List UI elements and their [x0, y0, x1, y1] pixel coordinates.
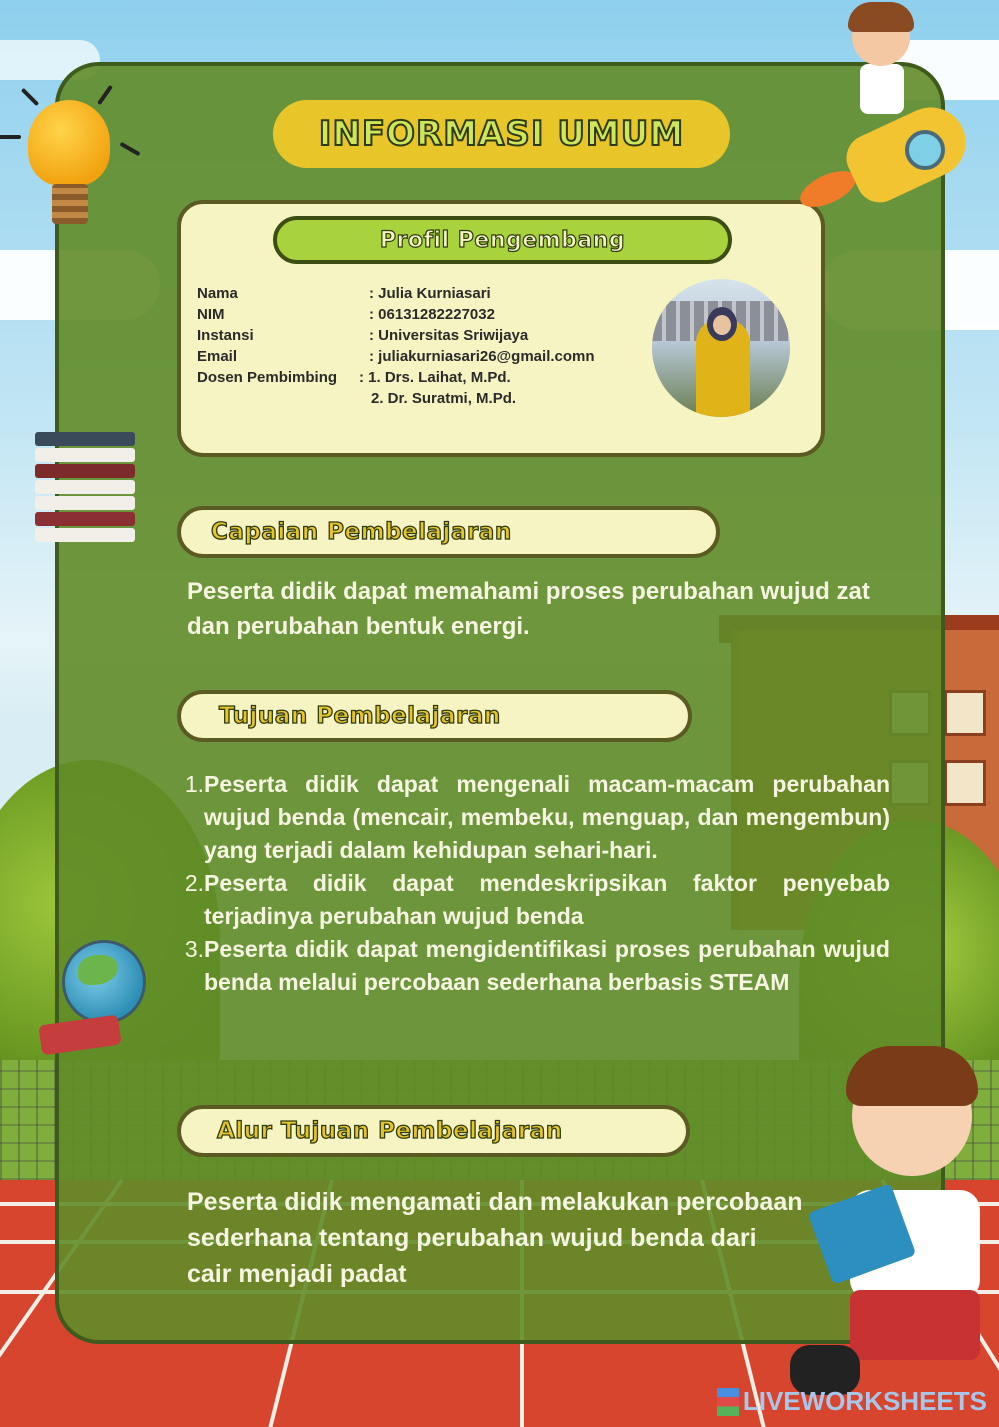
tujuan-list — [178, 768, 890, 999]
profile-photo — [652, 279, 790, 417]
info-value: : 1. Drs. Laihat, M.Pd. — [359, 369, 511, 386]
profile-info — [197, 283, 595, 409]
list-number: 1. — [184, 771, 204, 797]
info-label: Email — [197, 348, 238, 365]
liveworksheets-logo-icon — [717, 1388, 739, 1416]
info-label: Dosen Pembimbing — [197, 369, 338, 386]
alur-heading-pill — [177, 1105, 690, 1157]
tujuan-heading-pill — [177, 690, 692, 742]
info-row-email — [197, 346, 595, 367]
capaian-heading: Capaian Pembelajaran — [211, 519, 512, 545]
student-pants — [850, 1290, 980, 1360]
info-row-dosen — [197, 367, 595, 388]
info-value: : juliakurniasari26@gmail.comn — [369, 348, 595, 365]
capaian-heading-pill — [177, 506, 720, 558]
list-number: 2. — [184, 870, 204, 896]
capaian-text: Peserta didik dapat memahami proses perubahan wujud zat dan perubahan bentuk energi. — [187, 578, 870, 640]
rocket-window — [905, 130, 945, 170]
info-row-nim — [197, 304, 595, 325]
info-value: : 06131282227032 — [369, 306, 495, 323]
info-value: : Universitas Sriwijaya — [369, 327, 529, 344]
student-hair — [846, 1046, 978, 1106]
list-text: Peserta didik dapat mendeskripsikan faktor penyebab terjadinya perubahan wujud benda — [204, 870, 890, 929]
bulb-ray — [0, 135, 21, 139]
books-icon — [35, 432, 135, 552]
info-value: : Julia Kurniasari — [369, 285, 491, 302]
info-label: Instansi — [197, 327, 254, 344]
alur-text: Peserta didik mengamati dan melakukan percobaan sederhana tentang perubahan wujud benda dari cair menjadi padat — [187, 1188, 803, 1288]
info-label — [197, 388, 359, 409]
info-label: Nama — [197, 285, 238, 302]
info-row-instansi — [197, 325, 595, 346]
light-bulb-base — [52, 184, 88, 224]
list-item — [178, 933, 890, 999]
list-item — [178, 768, 890, 867]
list-number: 3. — [184, 936, 204, 962]
alur-heading: Alur Tujuan Pembelajaran — [217, 1118, 563, 1144]
page-title: INFORMASI UMUM — [318, 114, 685, 154]
list-text: Peserta didik dapat mengenali macam-macam perubahan wujud benda (mencair, membeku, menguap, dan mengembun) yang terjadi dalam kehidupan sehari-hari. — [204, 771, 890, 863]
info-value: 2. Dr. Suratmi, M.Pd. — [371, 390, 517, 407]
profile-heading-pill — [273, 216, 732, 264]
info-row-name — [197, 283, 595, 304]
student-hair — [848, 2, 914, 32]
title-banner — [273, 100, 730, 168]
student-illustration — [860, 64, 904, 114]
info-label: NIM — [197, 306, 225, 323]
light-bulb-icon — [28, 100, 110, 186]
list-text: Peserta didik dapat mengidentifikasi proses perubahan wujud benda melalui percobaan sederhana berbasis STEAM — [204, 936, 890, 995]
watermark — [717, 1386, 987, 1417]
info-row-dosen-2 — [197, 388, 595, 409]
profile-heading: Profil Pengembang — [379, 227, 626, 253]
watermark-text: LIVEWORKSHEETS — [742, 1386, 987, 1416]
list-item — [178, 867, 890, 933]
tujuan-heading: Tujuan Pembelajaran — [219, 703, 501, 729]
